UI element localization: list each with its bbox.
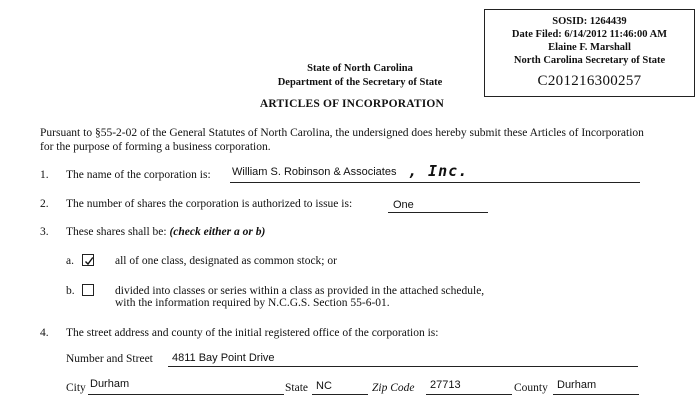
- office-name: North Carolina Secretary of State: [513, 55, 666, 66]
- street-underline: [168, 366, 638, 367]
- item-1-label: The name of the corporation is:: [66, 169, 211, 181]
- option-b-text-line2: with the information required by N.C.G.S. Section 55-6-01.: [115, 297, 390, 309]
- option-b-letter: b.: [66, 285, 75, 297]
- item-4-number: 4.: [40, 327, 49, 339]
- item-3-label: [66, 226, 265, 238]
- city-underline: [88, 394, 284, 395]
- county-value[interactable]: Durham: [557, 379, 597, 391]
- date-filed-text: Date Filed: 6/14/2012 11:46:00 AM: [511, 29, 668, 40]
- option-a-letter: a.: [66, 255, 74, 267]
- zip-label: Zip Code: [372, 382, 415, 394]
- checkmark-icon: [83, 255, 95, 267]
- corporation-name-handwritten: , Inc.: [408, 162, 469, 180]
- sosid-text: SOSID: 1264439: [552, 16, 627, 27]
- street-label: Number and Street: [66, 353, 153, 365]
- corporation-name-underline: [230, 182, 640, 183]
- item-2-number: 2.: [40, 198, 49, 210]
- state-value[interactable]: NC: [316, 380, 332, 392]
- corporation-name-value[interactable]: William S. Robinson & Associates: [232, 166, 397, 178]
- option-b-text-line1: divided into classes or series within a class as provided in the attached schedule,: [115, 285, 485, 297]
- zip-value[interactable]: 27713: [430, 379, 461, 391]
- state-label: State: [285, 382, 308, 394]
- street-value[interactable]: 4811 Bay Point Drive: [172, 352, 275, 364]
- option-b-checkbox[interactable]: [82, 284, 94, 296]
- document-number: C201216300257: [537, 73, 642, 89]
- shares-value[interactable]: One: [393, 199, 414, 211]
- document-title: ARTICLES OF INCORPORATION: [259, 98, 445, 110]
- shares-underline: [388, 212, 488, 213]
- city-label: City: [66, 382, 86, 394]
- item-3-number: 3.: [40, 226, 49, 238]
- official-name: Elaine F. Marshall: [548, 42, 631, 53]
- filing-stamp: [484, 9, 695, 97]
- zip-underline: [426, 394, 512, 395]
- state-name: State of North Carolina: [307, 63, 413, 74]
- item-2-label: The number of shares the corporation is authorized to issue is:: [66, 198, 353, 210]
- item-3-instruction: (check either a or b): [169, 226, 266, 238]
- item-4-label: The street address and county of the initial registered office of the corporation is:: [66, 327, 439, 339]
- item-3-label-text: These shares shall be:: [66, 226, 167, 238]
- department-name: Department of the Secretary of State: [277, 77, 443, 88]
- county-underline: [553, 394, 639, 395]
- option-a-text: all of one class, designated as common stock; or: [115, 255, 337, 267]
- department-heading: [255, 62, 465, 90]
- intro-paragraph: Pursuant to §55-2-02 of the General Statutes of North Carolina, the undersigned does hereby submit these Articles of Incorporation for the purpose of forming a business corporation.: [40, 127, 644, 153]
- state-underline: [312, 394, 368, 395]
- county-label: County: [514, 382, 548, 394]
- item-1-number: 1.: [40, 169, 49, 181]
- city-value[interactable]: Durham: [90, 378, 130, 390]
- option-a-checkbox[interactable]: [82, 254, 94, 266]
